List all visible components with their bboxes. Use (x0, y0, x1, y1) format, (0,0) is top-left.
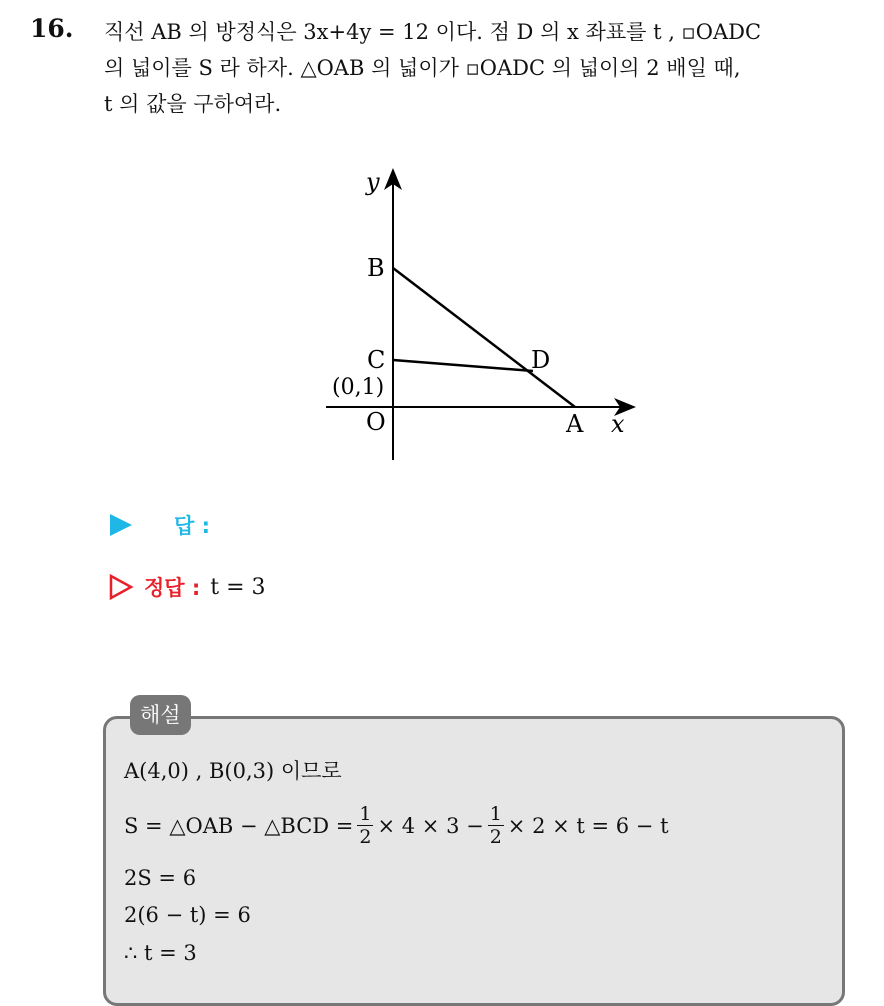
y-axis-label: y (366, 168, 380, 196)
solution-line-2 (124, 803, 669, 848)
solution-line-2-part-b: × 4 × 3 − (377, 813, 484, 838)
solution-line-5: ∴ t = 3 (124, 941, 197, 965)
problem-line-1: 직선 AB 의 방정식은 3x+4y = 12 이다. 점 D 의 x 좌표를 t , ▫OADC (104, 20, 762, 44)
fraction-2-denominator: 2 (489, 826, 502, 848)
x-axis-label: x (611, 410, 625, 438)
segment-ba (393, 268, 575, 407)
segment-cd (393, 360, 533, 371)
correct-answer-row (108, 572, 266, 602)
origin-label: O (366, 408, 386, 436)
figure-svg (318, 160, 648, 470)
fraction-one-half-2 (488, 803, 504, 848)
point-b-label: B (367, 254, 385, 282)
correct-answer-triangle-icon (108, 573, 134, 601)
fraction-1-numerator: 1 (359, 803, 372, 825)
coordinate-figure (318, 160, 648, 474)
problem-line-2: 의 넓이를 S 라 하자. △OAB 의 넓이가 ▫OADC 의 넓이의 2 배일 때, (104, 56, 741, 80)
point-c-label: C (367, 346, 386, 374)
answer-label: 답 : (174, 514, 210, 538)
answer-play-icon (108, 512, 134, 538)
problem-number: 16. (30, 14, 74, 43)
point-a-label: A (566, 410, 584, 438)
point-d-label: D (531, 346, 551, 374)
fraction-1-denominator: 2 (359, 826, 372, 848)
solution-line-1: A(4,0) , B(0,3) 이므로 (124, 759, 342, 783)
solution-tag: 해설 (130, 695, 191, 735)
solution-line-4: 2(6 − t) = 6 (124, 903, 251, 927)
problem-statement (104, 14, 864, 122)
solution-line-2-part-a: S = △OAB − △BCD = (124, 813, 354, 838)
solution-line-2-part-c: × 2 × t = 6 − t (507, 813, 669, 838)
fraction-one-half-1 (357, 803, 373, 848)
correct-answer-label: 정답 : (144, 576, 201, 600)
problem-line-3: t 의 값을 구하여라. (104, 92, 282, 116)
fraction-2-numerator: 1 (489, 803, 502, 825)
point-c-coordinate: (0,1) (332, 375, 385, 400)
solution-line-3: 2S = 6 (124, 866, 197, 890)
answer-row (108, 510, 210, 540)
correct-answer-value: t = 3 (210, 574, 266, 600)
